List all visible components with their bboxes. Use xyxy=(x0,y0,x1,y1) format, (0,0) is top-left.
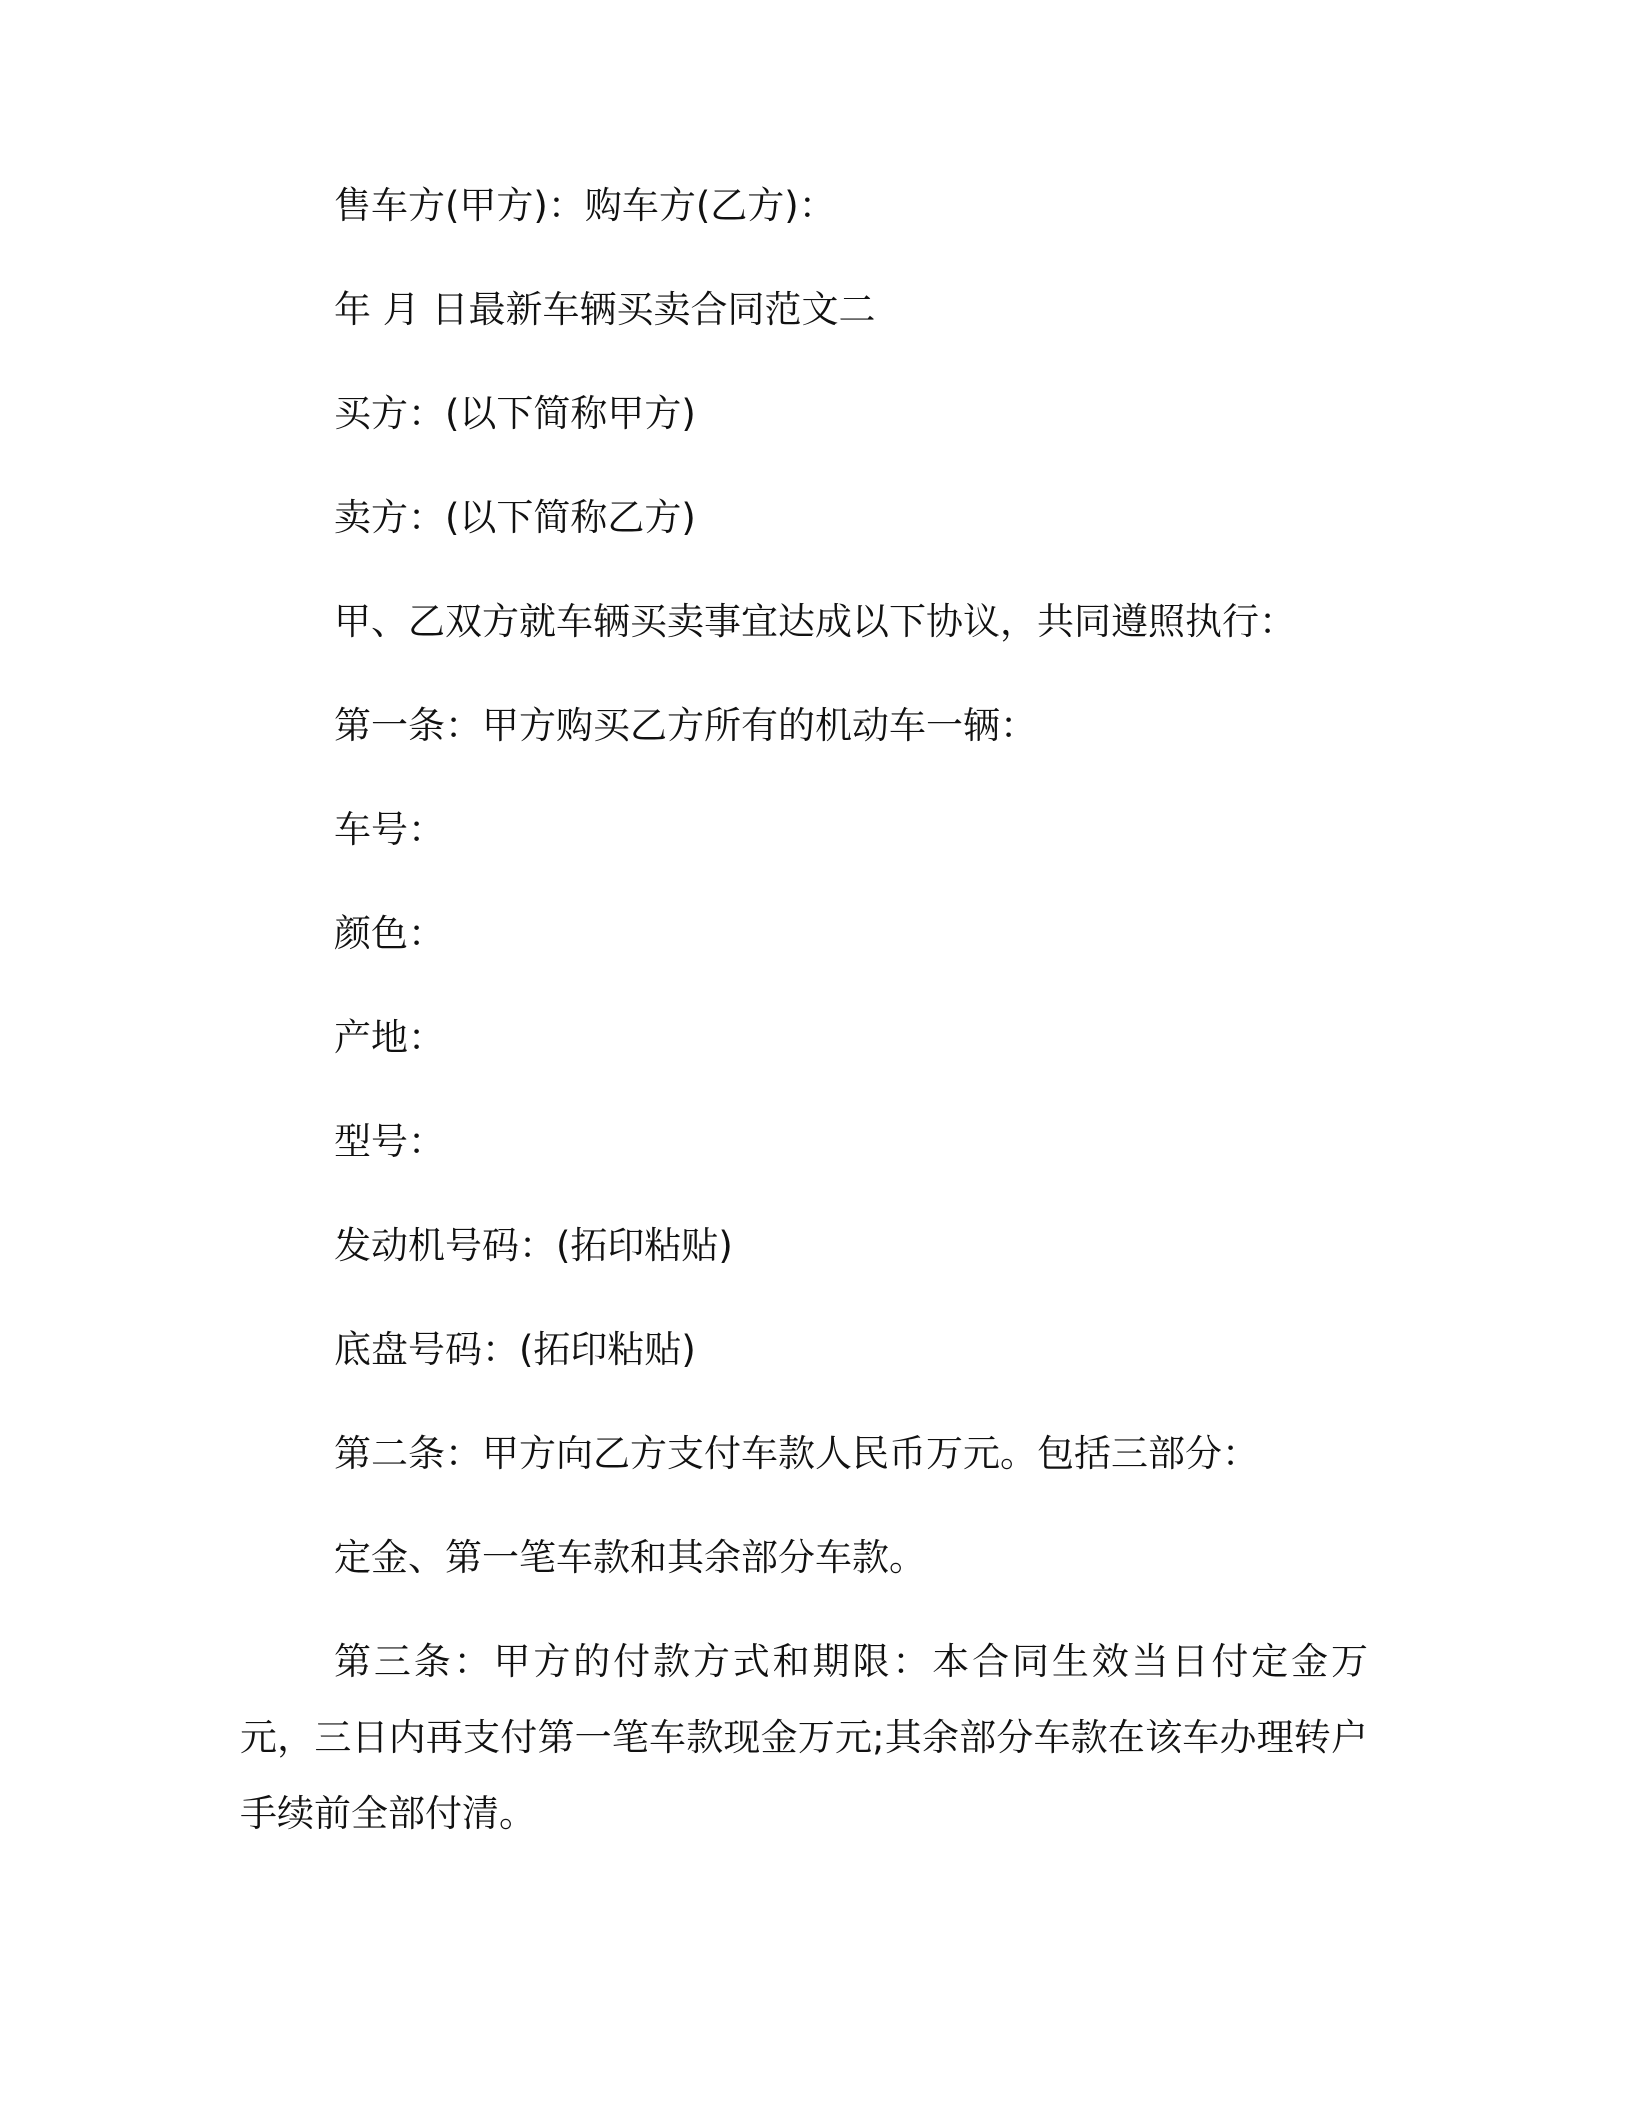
field-plate-number: 车号： xyxy=(334,808,445,851)
paragraph-seller: 卖方：(以下简称乙方) xyxy=(334,496,696,539)
paragraph-date-title: 年 月 日最新车辆买卖合同范文二 xyxy=(334,288,876,331)
paragraph-parties: 售车方(甲方)：购车方(乙方)： xyxy=(334,184,836,227)
paragraph-agreement-intro: 甲、乙双方就车辆买卖事宜达成以下协议，共同遵照执行： xyxy=(334,600,1296,643)
document-body xyxy=(240,168,1390,1852)
paragraph-payment-parts: 定金、第一笔车款和其余部分车款。 xyxy=(334,1536,926,1579)
paragraph-buyer: 买方：(以下简称甲方) xyxy=(334,392,696,435)
paragraph-article-1: 第一条：甲方购买乙方所有的机动车一辆： xyxy=(334,704,1037,747)
paragraph-article-3: 第三条：甲方的付款方式和期限：本合同生效当日付定金万元，三日内再支付第一笔车款现金万元;其余部分车款在该车办理转户手续前全部付清。 xyxy=(240,1640,1368,1835)
field-engine-number: 发动机号码：(拓印粘贴) xyxy=(334,1224,733,1267)
field-color: 颜色： xyxy=(334,912,445,955)
field-chassis-number: 底盘号码：(拓印粘贴) xyxy=(334,1328,696,1371)
field-origin: 产地： xyxy=(334,1016,445,1059)
paragraph-article-2: 第二条：甲方向乙方支付车款人民币万元。包括三部分： xyxy=(334,1432,1259,1475)
field-model: 型号： xyxy=(334,1120,445,1163)
